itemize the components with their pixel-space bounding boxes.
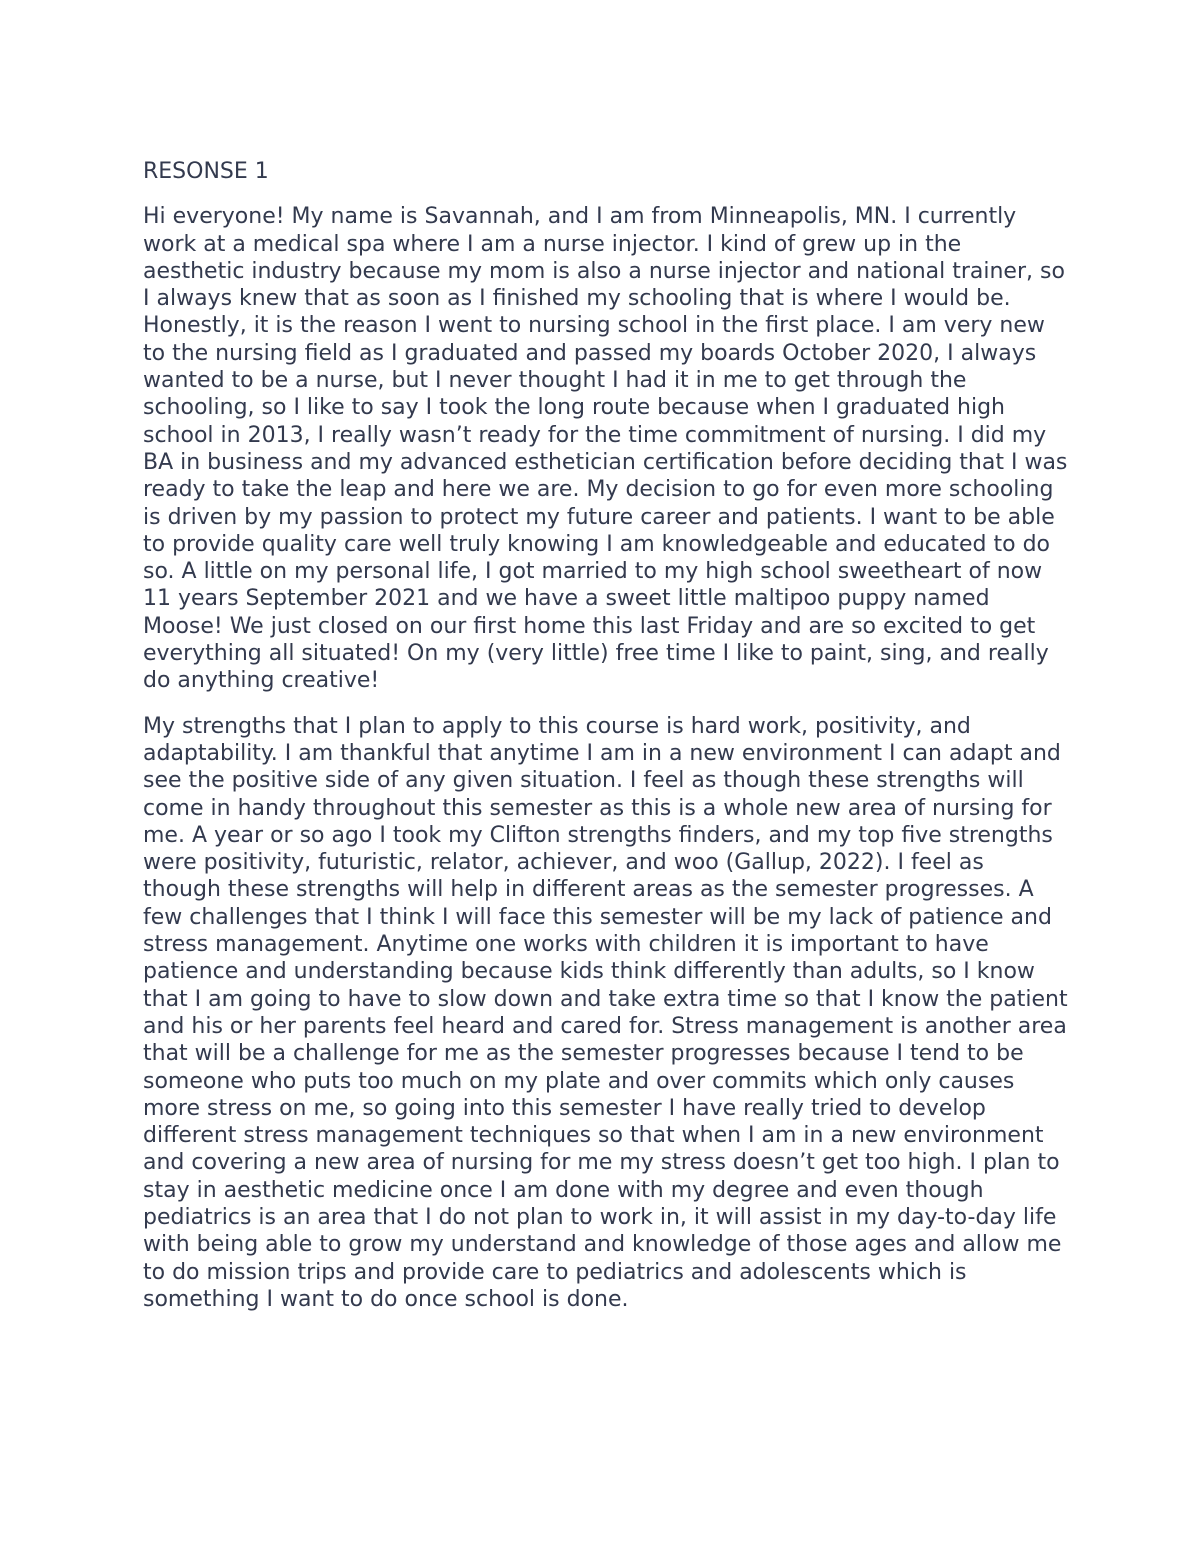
response-heading: RESONSE 1 (143, 159, 269, 184)
introduction-paragraph: Hi everyone! My name is Savannah, and I am from Minneapolis, MN. I currently work at a medical spa where I am a nurse injector. I kind of grew up in the aesthetic industry because my mom is also a nurse injector and national trainer, so I always knew that as soon as I finished my schooling that is where I would be. Honestly, it is the reason I went to nursing school in the first place. I am very new to the nursing field as I graduated and passed my boards October 2020, I always wanted to be a nurse, but I never thought I had it in me to get through the schooling, so I like to say I took the long route because when I graduated high school in 2013, I really wasn’t ready for the time commitment of nursing. I did my BA in business and my advanced esthetician certification before deciding that I was ready to take the leap and here we are. My decision to go for even more schooling is driven by my passion to protect my future career and patients. I want to be able to provide quality care well truly knowing I am knowledgeable and educated to do so. A little on my personal life, I got married to my high school sweetheart of now 11 years September 2021 and we have a sweet little maltipoo puppy named Moose! We just closed on our first home this last Friday and are so excited to get everything all situated! On my (very little) free time I like to paint, sing, and really do anything creative! (143, 204, 1068, 694)
document-body (143, 158, 1068, 1331)
strengths-paragraph: My strengths that I plan to apply to this course is hard work, positivity, and adaptability. I am thankful that anytime I am in a new environment I can adapt and see the positive side of any given situation. I feel as though these strengths will come in handy throughout this semester as this is a whole new area of nursing for me. A year or so ago I took my Clifton strengths finders, and my top five strengths were positivity, futuristic, relator, achiever, and woo (Gallup, 2022). I feel as though these strengths will help in different areas as the semester progresses. A few challenges that I think I will face this semester will be my lack of patience and stress management. Anytime one works with children it is important to have patience and understanding because kids think differently than adults, so I know that I am going to have to slow down and take extra time so that I know the patient and his or her parents feel heard and cared for. Stress management is another area that will be a challenge for me as the semester progresses because I tend to be someone who puts too much on my plate and over commits which only causes more stress on me, so going into this semester I have really tried to develop different stress management techniques so that when I am in a new environment and covering a new area of nursing for me my stress doesn’t get too high. I plan to stay in aesthetic medicine once I am done with my degree and even though pediatrics is an area that I do not plan to work in, it will assist in my day-to-day life with being able to grow my understand and knowledge of those ages and allow me to do mission trips and provide care to pediatrics and adolescents which is something I want to do once school is done. (143, 713, 1068, 1312)
